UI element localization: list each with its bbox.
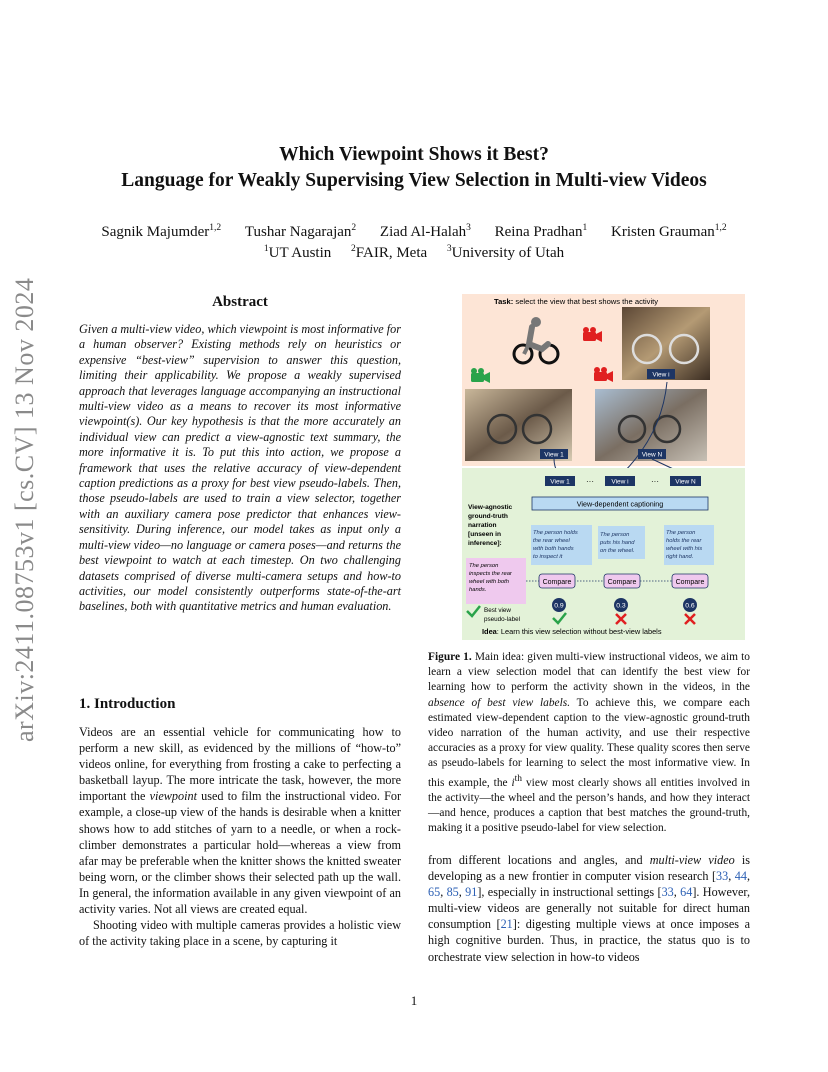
legend-line: Best view (484, 607, 511, 614)
view-n-image (595, 389, 707, 461)
affiliation (264, 245, 331, 261)
gt-line: hands. (469, 587, 487, 593)
math-variable: i (511, 776, 515, 789)
caption-label: Figure 1. (428, 651, 472, 663)
view-1-image (465, 389, 572, 461)
text-span: Main idea: given multi-view instructional videos, we aim to learn a view selection model that can identify the best view for learning how to perform the activity shown in the videos, in the (428, 651, 750, 694)
text-span: is developing as a new frontier in computer vision research [ (428, 853, 750, 884)
task-label (494, 297, 658, 306)
ellipsis: ··· (651, 477, 659, 486)
affiliation-list (60, 239, 768, 264)
author-name: Kristen Grauman (611, 224, 715, 240)
view-1-label: View 1 (544, 451, 564, 459)
view-i-image (622, 307, 710, 380)
agnostic-line: inference]: (468, 540, 502, 547)
task-text: select the view that best shows the activity (513, 297, 659, 306)
caption-line: with both hands (533, 546, 574, 552)
abstract-body: Given a multi-view video, which viewpoint is most informative for a human observer? Existing methods rely on heuristics or expensive “best-view” supervision to answer this question, limiting their applicability. We propose a weakly supervised approach that leverages language accompanying an instructional multi-view video as a means to recover its most informative viewpoint(s). Our key hypothesis is that the more accurately an individual view can predict a view-agnostic text summary, the more informative it is. To put this into action, we propose a framework that uses the relative accuracy of view-dependent caption predictions as a proxy for best view pseudo-labels. Then, those pseudo-labels are used to train a view selector, together with an auxiliary camera pose predictor that enhances view-sensitivity. During inference, our model takes as input only a multi-view video—no language or camera poses—and returns the best viewpoint to watch at each timestep. On two challenging datasets comprised of diverse multi-camera setups and how-to activities, our model consistently outperforms state-of-the-art baselines, both with quantitative metrics and human evaluation. (79, 322, 401, 614)
view-i-label: View i (652, 371, 670, 379)
idea-label (482, 627, 662, 636)
caption-line: to inspect it (533, 554, 563, 560)
gt-line: wheel with both (469, 579, 509, 585)
score-value: 0.6 (685, 602, 695, 610)
author (495, 224, 588, 240)
superscript: th (514, 773, 523, 784)
text-span: used to film the instructional video. For example, a close-up view of the hands is desirable when a knitter shows how to add stitches of yarn to a needle, or when a rock-climber demonstrates a particular hold—whereas a view from afar may be preferable when the knitter shows the knitted sweater being worn, or the climber shows their selected path up the wall. In general, the information available in any given viewpoint of an activity varies. Not all views are created equal. (79, 789, 402, 917)
affiliation-mark: 1 (263, 244, 269, 254)
compare-label: Compare (542, 579, 572, 586)
text-span: view most clearly shows all entities involved in the activity—the wheel and the person’s hands, and how they interact—and hence, produces a caption that best matches the ground-truth, making it a positive pseudo-label for view selection. (428, 776, 750, 835)
author-name: Ziad Al-Halah (379, 224, 467, 240)
citation-link[interactable]: 64 (680, 885, 693, 900)
affiliation-name: FAIR, Meta (355, 245, 428, 261)
idea-text: : Learn this view selection without best-view labels (496, 627, 662, 636)
citation-link[interactable]: 65 (428, 885, 441, 900)
introduction-heading: 1. Introduction (79, 696, 176, 712)
introduction-body (79, 724, 401, 949)
author-affil-mark: 1,2 (714, 223, 727, 233)
agnostic-line: [unseen in (468, 531, 501, 538)
text-span: To achieve this, we compare each estimated view-dependent caption to the view-agnostic ground-truth video narration of the human activity, and use their respective accuracies as a proxy for view quality. These quality scores then serve as pseudo-labels for learning to select the most informative view. In this example, the (428, 696, 750, 789)
column-2-body (428, 852, 750, 965)
agnostic-line: narration (468, 522, 497, 529)
intro-paragraph-1 (79, 724, 401, 917)
citation-link[interactable]: 33 (661, 885, 674, 900)
gt-line: inspects the rear (469, 571, 512, 577)
affiliation-mark: 2 (351, 244, 356, 254)
author-name: Sagnik Majumder (101, 224, 210, 240)
paper-title (60, 142, 768, 194)
author-name: Reina Pradhan (494, 224, 583, 240)
agnostic-line: View-agnostic (468, 504, 513, 511)
affiliation-name: UT Austin (268, 245, 332, 261)
author-affil-mark: 3 (466, 223, 471, 233)
caption-line: the rear wheel (533, 538, 570, 544)
idea-bold: Idea (482, 627, 497, 636)
separator: , (728, 869, 735, 884)
citation-link[interactable]: 44 (734, 869, 747, 884)
figure-1 (462, 294, 745, 640)
caption-line: The person (666, 530, 696, 536)
task-bold: Task: (494, 297, 514, 306)
view-1-label: View 1 (550, 478, 570, 486)
author-affil-mark: 1,2 (209, 223, 222, 233)
ellipsis: ··· (586, 477, 594, 486)
caption-line: puts his hand (600, 540, 635, 546)
caption-line: holds the rear (666, 538, 702, 544)
separator: , (673, 885, 681, 900)
view-i-label: View i (611, 478, 629, 486)
text-span: ], especially in instructional settings [ (477, 885, 662, 900)
legend-line: pseudo-label (484, 616, 521, 623)
score-value: 0.9 (554, 602, 564, 610)
compare-label: Compare (675, 579, 705, 586)
affiliation (351, 245, 427, 261)
affiliation (447, 245, 564, 261)
caption-line: on the wheel. (600, 548, 635, 554)
author (101, 224, 221, 240)
author (380, 224, 471, 240)
gt-line: The person (469, 563, 499, 569)
separator: , (746, 869, 751, 884)
view-n-label: View N (675, 478, 696, 486)
separator: , (458, 885, 466, 900)
figure-caption (428, 650, 750, 836)
citation-link[interactable]: 21 (500, 917, 513, 932)
intro-paragraph-2: Shooting video with multiple cameras provides a holistic view of the activity taking place in a scene, by capturing it (79, 918, 401, 949)
author-name: Tushar Nagarajan (244, 224, 352, 240)
title-line-2: Language for Weakly Supervising View Selection in Multi-view Videos (121, 170, 707, 191)
emphasis: absence of best view labels. (428, 696, 571, 709)
caption-line: right hand. (666, 554, 694, 560)
captioning-label: View-dependent captioning (576, 499, 664, 509)
author-affil-mark: 1 (582, 223, 588, 233)
affiliation-mark: 3 (446, 244, 452, 254)
citation-link[interactable]: 91 (465, 885, 478, 900)
separator: , (440, 885, 447, 900)
score-value: 0.3 (616, 602, 626, 610)
author (245, 224, 356, 240)
author (611, 224, 727, 240)
text-span: ]: digesting multiple views at once imposes a high cognitive burden. Thus, in practice, the status quo is to orchestrate view selection in how-to videos (428, 917, 750, 964)
emphasis: viewpoint (149, 789, 197, 804)
text-span: from different locations and angles, and (428, 853, 650, 867)
citation-link[interactable]: 85 (446, 885, 459, 900)
caption-line: wheel with his (666, 546, 703, 552)
arxiv-identifier: arXiv:2411.08753v1 [cs.CV] 13 Nov 2024 (10, 277, 39, 742)
caption-view-i (599, 532, 636, 554)
citation-link[interactable]: 33 (716, 869, 729, 884)
page-number: 1 (410, 993, 418, 1008)
text-span: Videos are an essential vehicle for communicating how to perform a new skill, as evidenced by the millions of “how-to” videos online, for everything from frosting a cake to perfecting a basketball layup. The more intricate the task, however, the more important the (79, 725, 401, 804)
emphasis: multi-view video (649, 853, 735, 867)
caption-line: The person holds (533, 530, 578, 536)
compare-label: Compare (607, 579, 637, 586)
text-span: ]. However, multi-view videos are generally not suitable for direct human consumption [ (428, 885, 751, 932)
caption-line: The person (600, 532, 630, 538)
title-line-1: Which Viewpoint Shows it Best? (279, 144, 549, 165)
agnostic-line: ground-truth (468, 513, 508, 520)
view-n-label: View N (641, 451, 663, 459)
abstract-heading: Abstract (212, 294, 268, 310)
affiliation-name: University of Utah (451, 245, 565, 261)
author-affil-mark: 2 (351, 223, 357, 233)
